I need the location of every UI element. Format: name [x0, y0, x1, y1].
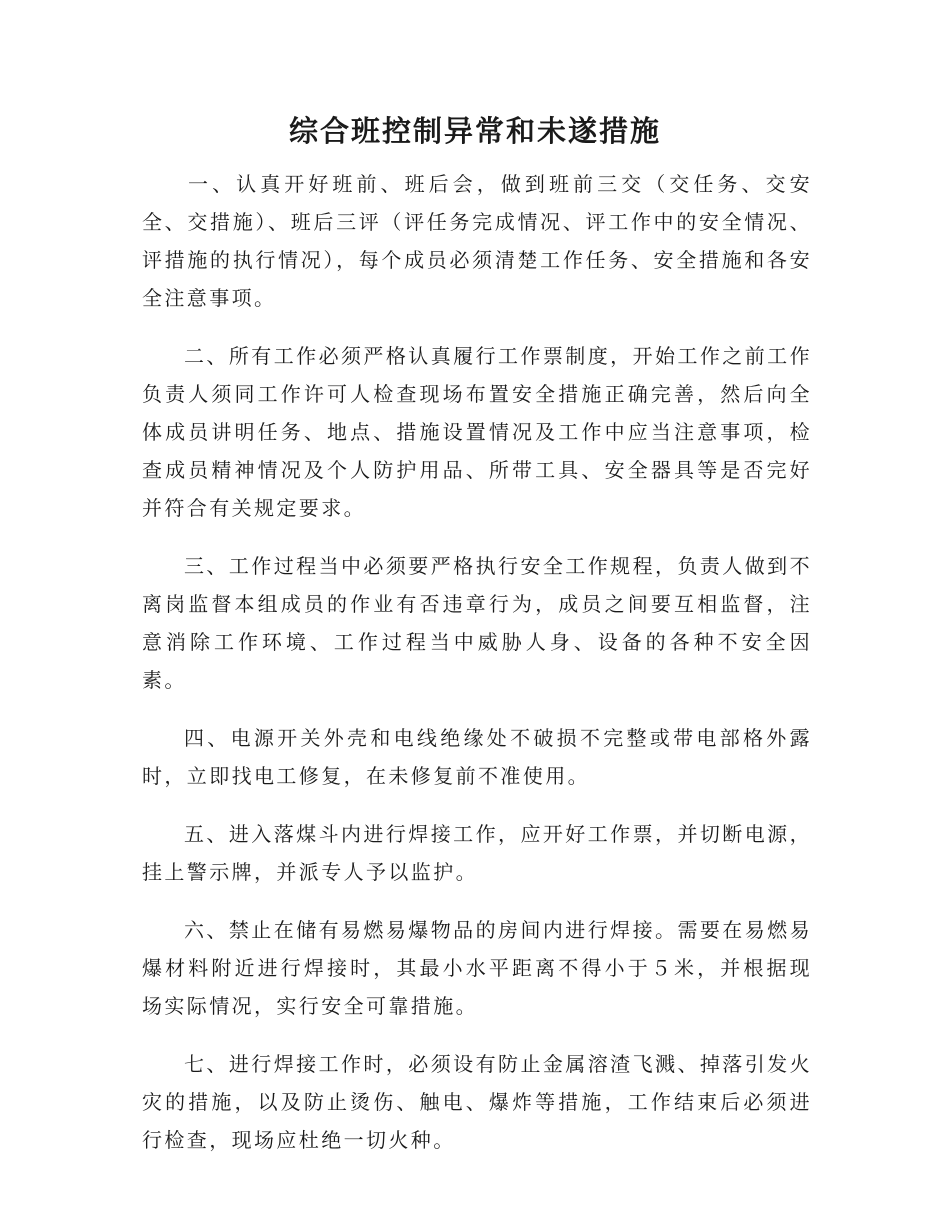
paragraph-1: 一、认真开好班前、班后会，做到班前三交（交任务、交安全、交措施）、班后三评（评任务完成情况、评工作中的安全情况、评措施的执行情况），每个成员必须清楚工作任务、安全措施和各安全注意事项。 — [142, 172, 812, 310]
document-title: 综合班控制异常和未遂措施 — [288, 114, 661, 148]
document-body — [142, 165, 812, 1179]
paragraph-6: 六、禁止在储有易燃易爆物品的房间内进行焊接。需要在易燃易爆材料附近进行焊接时，其最小水平距离不得小于５米，并根据现场实际情况，实行安全可靠措施。 — [142, 918, 812, 1018]
paragraph-4: 四、电源开关外壳和电线绝缘处不破损不完整或带电部格外露时，立即找电工修复，在未修复前不准使用。 — [142, 726, 812, 788]
paragraph-5: 五、进入落煤斗内进行焊接工作，应开好工作票，并切断电源，挂上警示牌，并派专人予以监护。 — [142, 822, 812, 884]
paragraph-2: 二、所有工作必须严格认真履行工作票制度，开始工作之前工作负责人须同工作许可人检查现场布置安全措施正确完善，然后向全体成员讲明任务、地点、措施设置情况及工作中应当注意事项，检查成员精神情况及个人防护用品、所带工具、安全器具等是否完好并符合有关规定要求。 — [142, 344, 812, 520]
paragraph-3: 三、工作过程当中必须要严格执行安全工作规程，负责人做到不离岗监督本组成员的作业有否违章行为，成员之间要互相监督，注意消除工作环境、工作过程当中威胁人身、设备的各种不安全因素。 — [142, 554, 812, 692]
paragraph-7: 七、进行焊接工作时，必须设有防止金属溶渣飞溅、掉落引发火灾的措施，以及防止烫伤、触电、爆炸等措施，工作结束后必须进行检查，现场应杜绝一切火种。 — [142, 1052, 812, 1152]
